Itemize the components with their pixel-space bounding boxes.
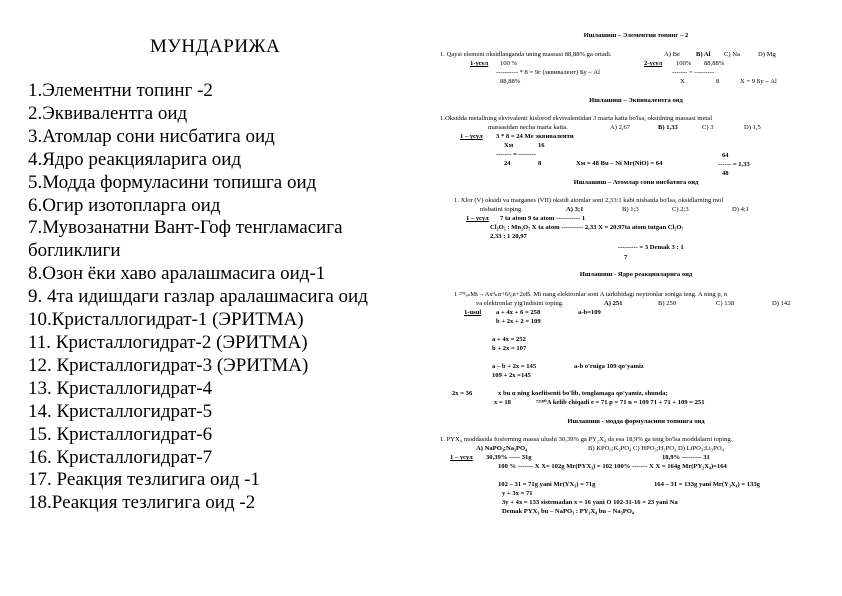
calc-line: 100 % <box>500 60 518 67</box>
toc-item: 9. 4та идишдаги газлар аралашмасига оид <box>28 286 368 308</box>
toc-item: 5.Модда формуласини топишга оид <box>28 171 317 193</box>
calc-line: 3 * 8 = 24 Me эквиваленти <box>496 133 574 140</box>
method-label: 1 – усул <box>460 133 483 140</box>
calc-line: Xм = 48 Bu – Ni Mr(NiO) = 64 <box>576 160 663 167</box>
option: D) 4;1 <box>732 206 750 213</box>
calc-line: X = 9 Бу – Al <box>740 78 777 85</box>
section-title: Ишлашиш - Ядро реакцияларига оид <box>579 271 693 278</box>
question-text: nisbatini toping. <box>480 206 523 213</box>
option: C) 2;3 <box>672 206 689 213</box>
method-label: 1-usul <box>464 309 482 316</box>
calc-line: 2,33 : 1 20,97 <box>490 233 527 240</box>
option: B) 1;3 <box>622 206 639 213</box>
calc-line: --------- = 3 Demak 3 : 1 <box>618 244 684 251</box>
calc-line: Demak PYX₃ bu – NaPO₃ : PY₃X₄ bu – Na₃PO₄ <box>502 508 634 515</box>
option: D) 142 <box>772 300 791 307</box>
toc-item: 6.Огир изотопларга оид <box>28 194 221 216</box>
option-correct: A) 251 <box>604 300 623 307</box>
calc-line: 18,9% --------- 31 <box>662 454 710 461</box>
question-text: 1. PYX₄ moddasida fosforning massa ulushi 30,39% ga PY₂X₄ da esa 18,9% ga teng bo'lsa moddalarni toping. <box>440 436 733 443</box>
calc-line: 24 <box>504 160 511 167</box>
section-title: Ишлашиш – Эквивалентга оид <box>589 97 683 104</box>
section-title: Ишлашиш - модда формуласини топишга оид <box>567 418 705 425</box>
toc-item: 13. Кристаллогидрат-4 <box>28 377 213 399</box>
calc-line: 8 <box>716 78 720 85</box>
calc-line: 100 % ------- X X= 102g Mr(PYX₃) = 102 100% ------- X X = 164g Mr(PY₂X₄)=164 <box>498 463 727 470</box>
toc-item: 12. Кристаллогидрат-3 (ЭРИТМА) <box>28 354 309 376</box>
calc-line: 2x = 36 <box>452 390 473 397</box>
toc-item: 10.Кристаллогидрат-1 (ЭРИТМА) <box>28 309 304 331</box>
option: B) 250 <box>658 300 677 307</box>
calc-line: 102 – 31 = 71g yani Mr(YX₃) = 71g <box>498 481 596 488</box>
option-correct: B) Al <box>696 51 711 58</box>
method-label: 1-усул <box>470 60 489 67</box>
toc-item: 11. Кристаллогидрат-2 (ЭРИТМА) <box>28 331 308 353</box>
section-title: Ишлашиш – Элементни топинг – 2 <box>583 32 689 39</box>
calc-line: ---------- * 8 = 9г (эквивалент) Бу – Al <box>496 69 600 76</box>
toc-item: 2.Эквивалентга оид <box>28 102 188 124</box>
toc-item: 15. Кристаллогидрат-6 <box>28 423 213 445</box>
method-label: 1 – усул <box>450 454 473 461</box>
calc-line: x = 18 <box>494 399 511 406</box>
toc-item: 14. Кристаллогидрат-5 <box>28 400 213 422</box>
section-title: Ишлашиш – Атомлар сони нисбатига оид <box>573 179 699 186</box>
toc-item: 16. Кристаллогидрат-7 <box>28 446 213 468</box>
calc-line: ⁷²¹⁸⁰A kelib chiqadi e = 71 p = 71 n = 109 71 + 71 + 109 = 251 <box>536 399 705 406</box>
toc-title: МУНДАРИЖА <box>150 36 281 57</box>
calc-line: 88,88% <box>500 78 521 85</box>
option: C) 3 <box>702 124 714 131</box>
calc-line: Cl₂O₅ : Mn₂O₇ X ta atom ---------- 2,33 X = 20,97ta atom tutgan Cl₂O₇ <box>490 224 684 231</box>
toc-item: 18.Реакция тезлигига оид -2 <box>28 492 256 514</box>
toc-item: 7.Мувозанатни Вант-Гоф тенгламасига <box>28 217 343 239</box>
calc-line: a-b o'rniga 109 qo'yamiz <box>574 363 644 370</box>
option: B) KPO₃;K₃PO₄ C) HPO₃;H₃PO₄ D) LiPO₃;Li₃PO₄ <box>588 445 724 452</box>
calc-line: ------- = --------- <box>672 69 715 76</box>
option: D) 1,5 <box>744 124 761 131</box>
question-text: 1.Oksidda metallning ekvivalenti kislorod ekvivalentidan 3 marta katta bo'lsa, oksidning massasi metal <box>440 115 713 122</box>
calc-line: 64 <box>722 152 729 159</box>
calc-line: 7 ta atom 9 ta atom ----------- 1 <box>500 215 586 222</box>
calc-line: 48 <box>722 170 729 177</box>
question-text: 1. Qaysi element oksidlanganda uning massasi 88,88% ga ortadi. <box>440 51 612 58</box>
question-text: va elektronlar yig'indisini toping. <box>476 300 564 307</box>
toc-item: богликлиги <box>28 240 121 262</box>
option: A) Be <box>664 51 680 58</box>
calc-line: 3y + 4x = 133 sistemadan x = 16 yani O 102-31-16 = 23 yani Na <box>502 499 678 506</box>
question-text: massasidan necha marta katta. <box>488 124 568 131</box>
toc-item: 4.Ядро реакцияларига оид <box>28 148 242 170</box>
question-text: 1 ²⁷⁸ₓₙMt→Ax⁴ₙα+6¹₀n+2eB. Mt nang elektronlar soni A tarkibidagi neytronlar soniga teng. A ning p, n <box>454 291 728 298</box>
calc-line: a + 4x = 252 <box>492 336 526 343</box>
option: D) Mg <box>758 51 776 58</box>
method-label: 1 – усул <box>466 215 489 222</box>
calc-line: 164 – 31 = 133g yani Mr(Y₃X₄) = 133g <box>654 481 760 488</box>
toc-item: 3.Атомлар сони нисбатига оид <box>28 125 275 147</box>
calc-line: a-b=109 <box>578 309 601 316</box>
calc-line: ------ = 1,33 <box>718 161 750 168</box>
calc-line: Xм <box>504 142 514 149</box>
calc-line: 88,88% <box>704 60 725 67</box>
calc-line: b + 2x + 2 = 109 <box>496 318 541 325</box>
calc-line: ------- = -------- <box>496 151 536 158</box>
calc-line: 109 + 2x =145 <box>492 372 531 379</box>
calc-line: 7 <box>624 254 628 261</box>
calc-line: a + 4x + 6 = 258 <box>496 309 541 316</box>
toc-item: 17. Реакция тезлигига оид -1 <box>28 469 260 491</box>
calc-line: X <box>680 78 685 85</box>
toc-item: 8.Озон ёки хаво аралашмасига оид-1 <box>28 263 326 285</box>
method-label: 2-усул <box>644 60 663 67</box>
question-text: 1. Xlor (V) oksidi va marganes (VII) oksidi atomlar soni 2,33:1 kabi nisbatda bo'lsa, oksidlarning mol <box>454 197 724 204</box>
calc-line: 30,39% ----- 31g <box>486 454 532 461</box>
toc-list <box>28 80 428 515</box>
option-correct: A) 3;1 <box>566 206 584 213</box>
calc-line: 100% <box>676 60 692 67</box>
calc-line: y + 3x = 71 <box>502 490 533 497</box>
calc-line: x bu α ning koefitsenti bo'lib, tenglamaga qo'yamiz, shunda; <box>498 390 668 397</box>
toc-item: 1.Элементни топинг -2 <box>28 80 213 101</box>
option-correct: B) 1,33 <box>658 124 678 131</box>
option-correct: A) NaPO₃;Na₃PO₄ <box>476 445 528 452</box>
calc-line: 16 <box>538 142 545 149</box>
option: C) Na <box>724 51 740 58</box>
option: C) 138 <box>716 300 735 307</box>
option: A) 2,67 <box>610 124 631 131</box>
calc-line: b + 2x = 107 <box>492 345 527 352</box>
calc-line: a – b + 2x = 145 <box>492 363 537 370</box>
calc-line: 8 <box>538 160 542 167</box>
